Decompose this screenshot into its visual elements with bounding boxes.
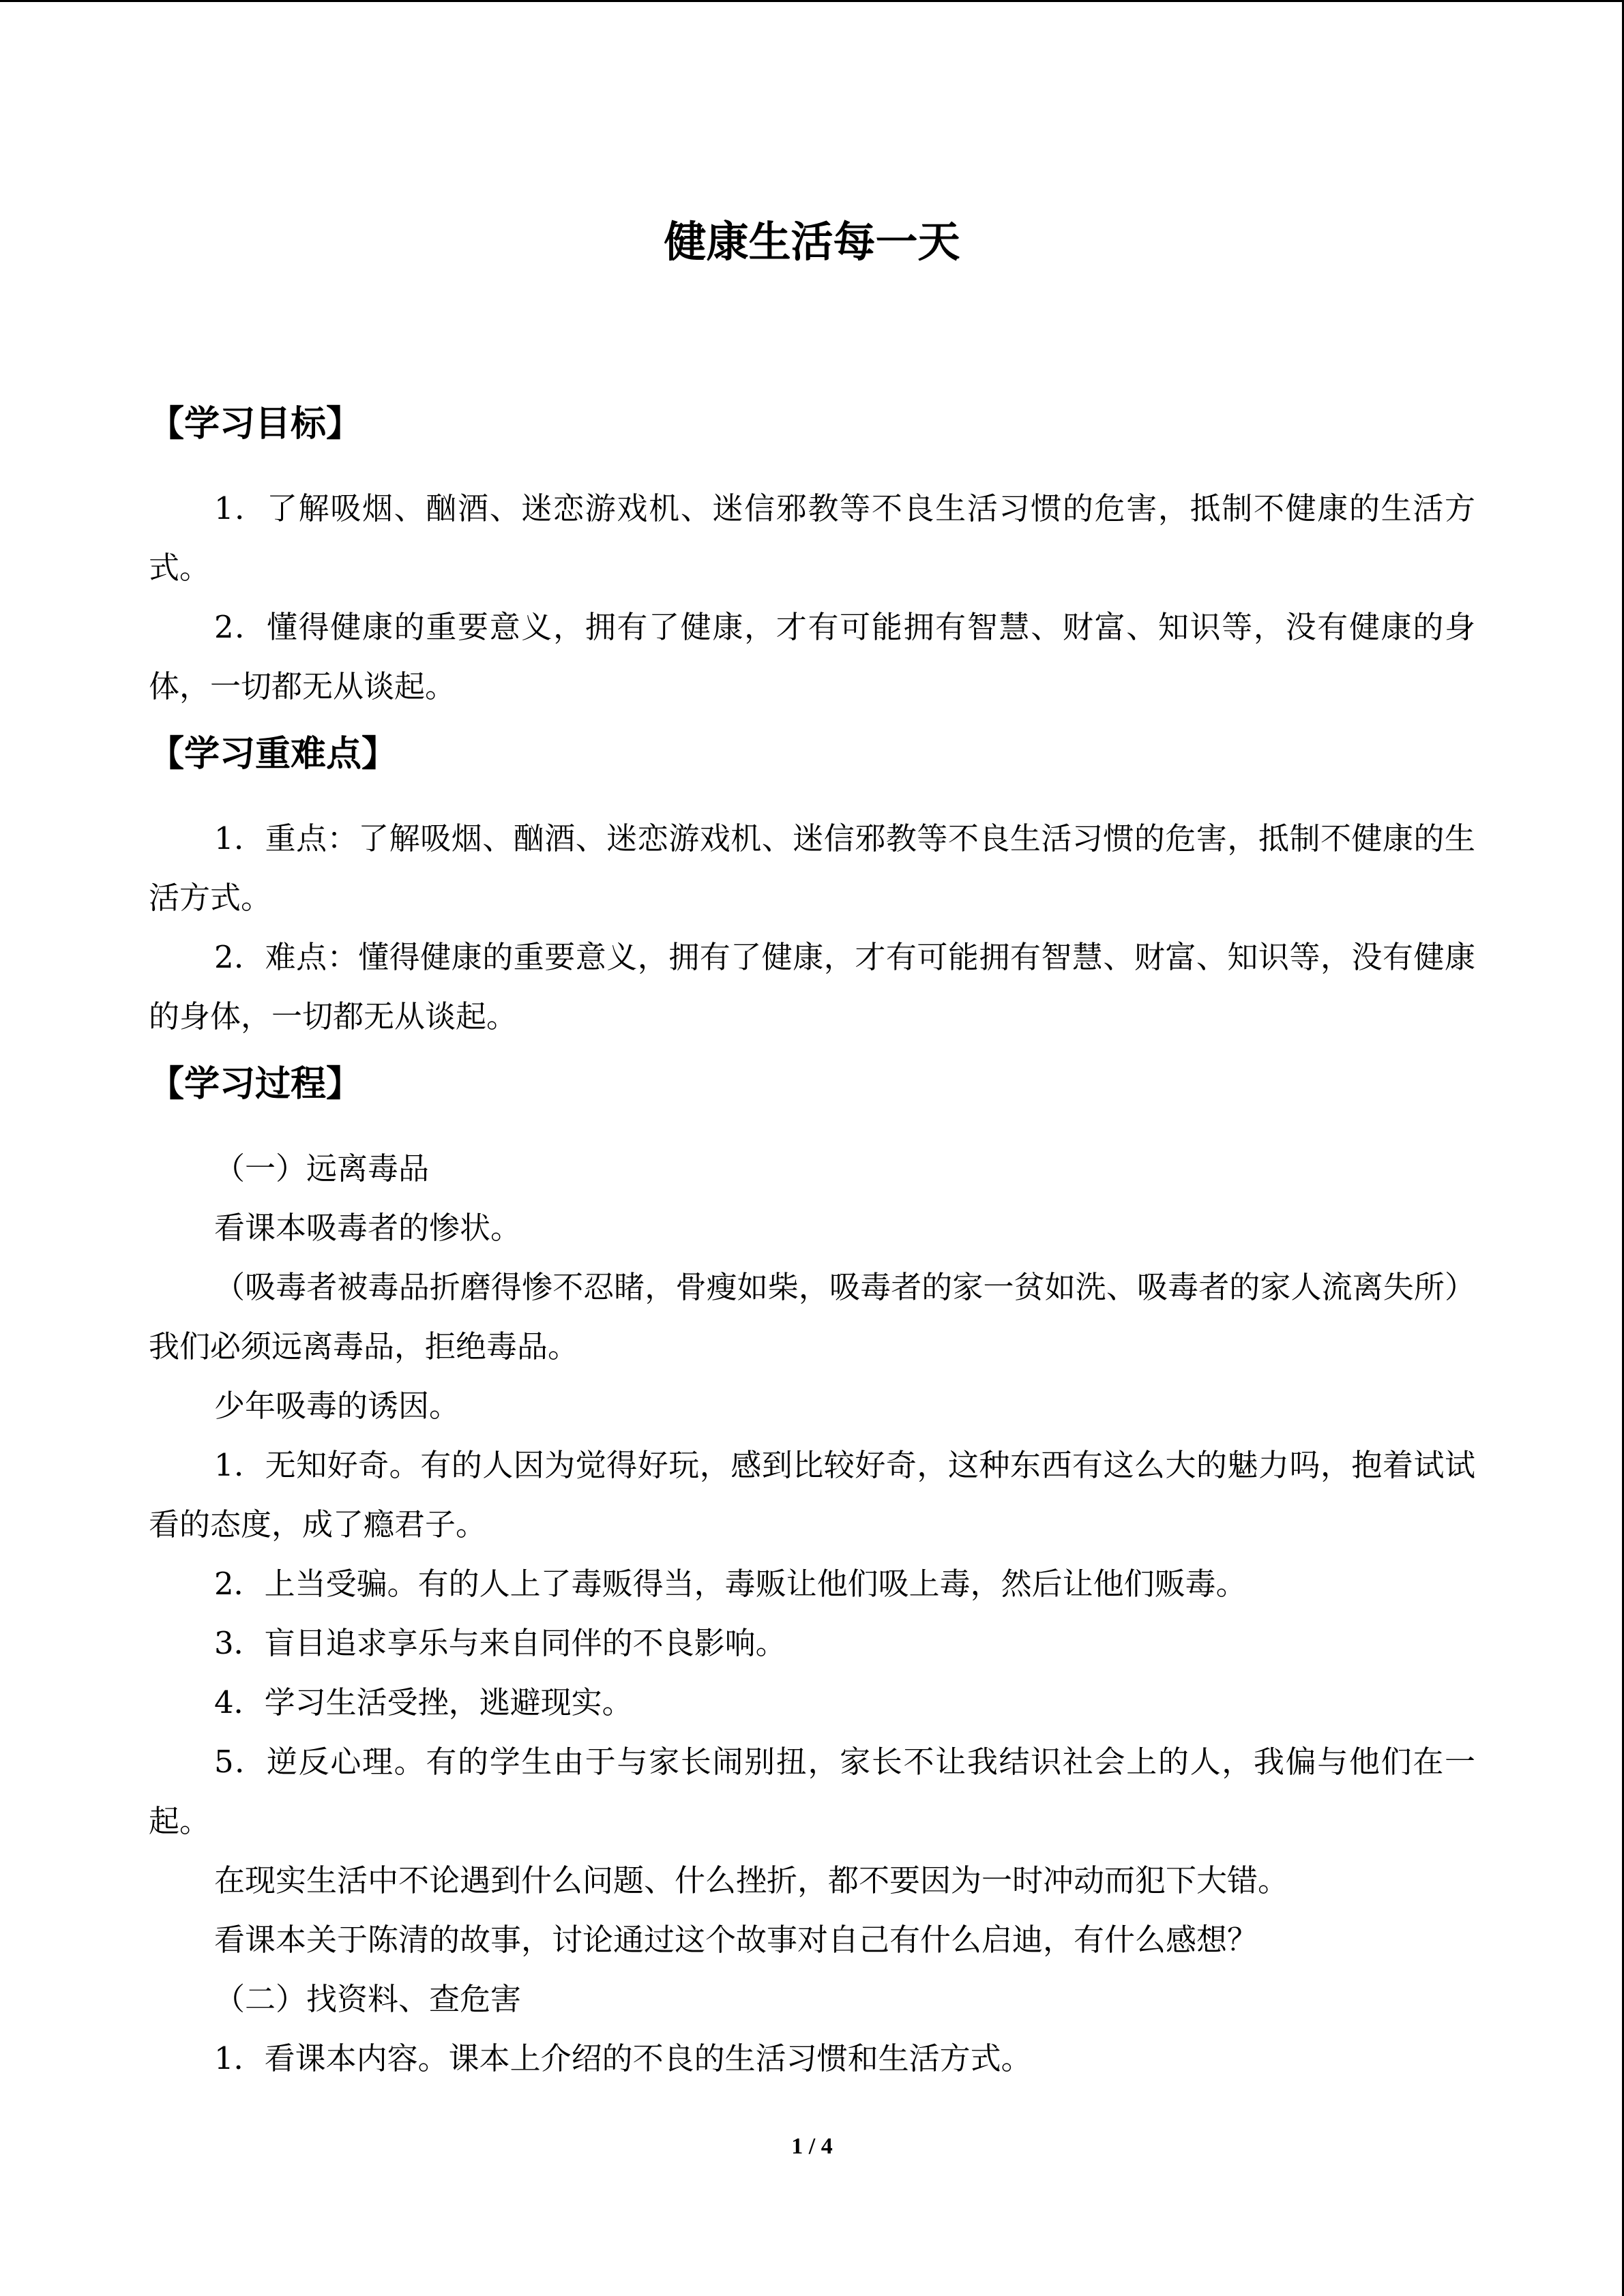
section-heading-keypoints: 【学习重难点】	[149, 734, 398, 775]
process-paragraph-3: （吸毒者被毒品折磨得惨不忍睹，骨瘦如柴，吸毒者的家一贫如洗、吸毒者的家人流离失所）我们必须远离毒品，拒绝毒品。	[149, 1269, 1475, 1365]
process-paragraph-1: （一）远离毒品	[214, 1150, 430, 1187]
process-paragraph-2: 看课本吸毒者的惨状。	[214, 1210, 522, 1246]
process-paragraph-7: 3．盲目追求享乐与来自同伴的不良影响。	[214, 1625, 786, 1661]
process-paragraph-5: 1．无知好奇。有的人因为觉得好玩，感到比较好奇，这种东西有这么大的魅力吗，抱着试试看的态度，成了瘾君子。	[149, 1447, 1475, 1542]
page-border-top	[0, 0, 1624, 2]
process-paragraph-13: 1．看课本内容。课本上介绍的不良的生活习惯和生活方式。	[214, 2040, 1032, 2076]
page-number: 1 / 4	[791, 2134, 833, 2159]
process-paragraph-4: 少年吸毒的诱因。	[214, 1388, 460, 1424]
keypoints-paragraph-1: 1．重点：了解吸烟、酗酒、迷恋游戏机、迷信邪教等不良生活习惯的危害，抵制不健康的生活方式。	[149, 820, 1475, 916]
page-title: 健康生活每一天	[664, 217, 960, 267]
keypoints-paragraph-2: 2．难点：懂得健康的重要意义，拥有了健康，才有可能拥有智慧、财富、知识等，没有健康的身体，一切都无从谈起。	[149, 939, 1475, 1034]
goals-paragraph-2: 2．懂得健康的重要意义，拥有了健康，才有可能拥有智慧、财富、知识等，没有健康的身体，一切都无从谈起。	[149, 609, 1475, 704]
goals-paragraph-1: 1．了解吸烟、酗酒、迷恋游戏机、迷信邪教等不良生活习惯的危害，抵制不健康的生活方式。	[149, 490, 1475, 586]
process-paragraph-8: 4．学习生活受挫，逃避现实。	[214, 1684, 633, 1720]
process-paragraph-11: 看课本关于陈清的故事，讨论通过这个故事对自己有什么启迪，有什么感想？	[214, 1922, 1258, 1958]
process-paragraph-9: 5．逆反心理。有的学生由于与家长闹别扭，家长不让我结识社会上的人，我偏与他们在一起。	[149, 1744, 1475, 1839]
process-paragraph-12: （二）找资料、查危害	[214, 1981, 522, 2017]
process-paragraph-10: 在现实生活中不论遇到什么问题、什么挫折，都不要因为一时冲动而犯下大错。	[214, 1862, 1289, 1898]
section-heading-goals: 【学习目标】	[149, 404, 362, 445]
section-heading-process: 【学习过程】	[149, 1064, 362, 1105]
process-paragraph-6: 2．上当受骗。有的人上了毒贩得当，毒贩让他们吸上毒，然后让他们贩毒。	[214, 1566, 1247, 1602]
